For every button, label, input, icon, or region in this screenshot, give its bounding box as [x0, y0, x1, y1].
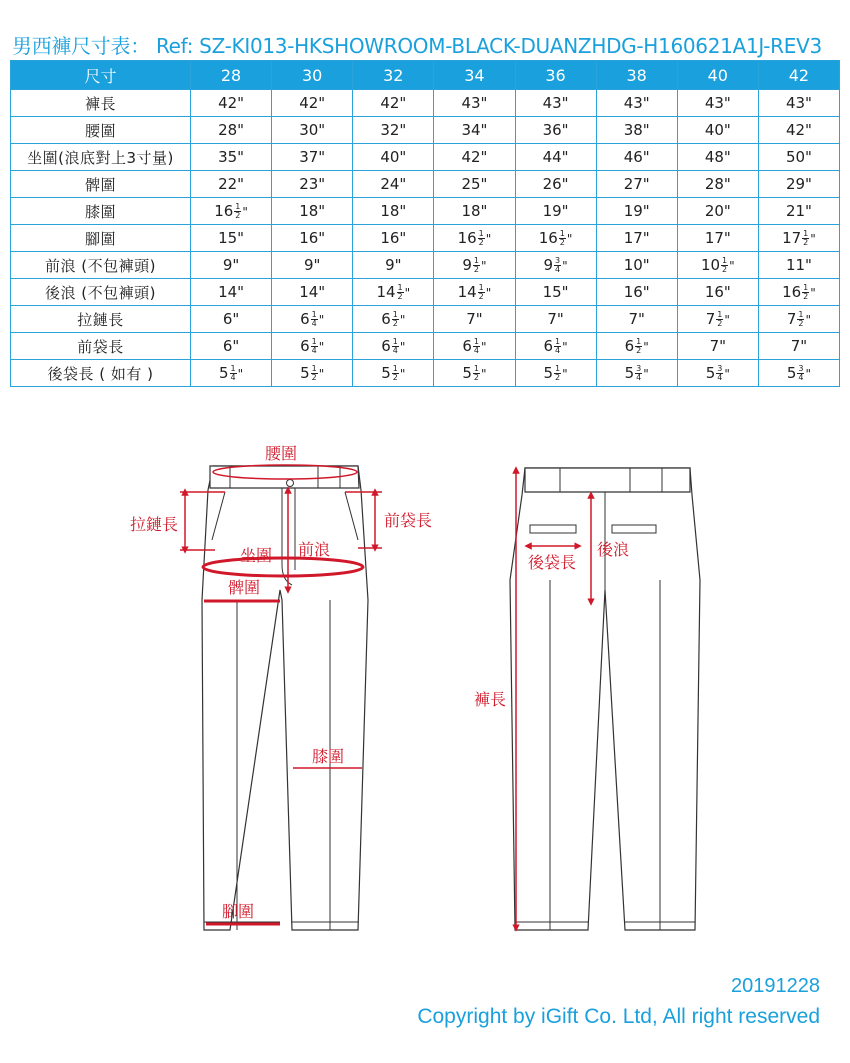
length-label: 褲長 — [474, 690, 507, 709]
row-label: 髀圍 — [11, 171, 191, 198]
size-cell: 17" — [677, 225, 758, 252]
size-cell: 17 $\frac{1}{2}$ " — [758, 225, 839, 252]
size-cell: 24" — [353, 171, 434, 198]
size-cell: 32" — [353, 117, 434, 144]
size-cell: 48" — [677, 144, 758, 171]
size-cell: 42" — [353, 90, 434, 117]
size-cell: 40" — [677, 117, 758, 144]
size-cell: 42" — [191, 90, 272, 117]
zipper-length-label: 拉鏈長 — [130, 515, 179, 534]
size-col-header: 32 — [353, 61, 434, 90]
size-cell: 6" — [191, 306, 272, 333]
size-cell: 16" — [596, 279, 677, 306]
size-cell: 14" — [191, 279, 272, 306]
size-cell: 16 $\frac{1}{2}$ " — [515, 225, 596, 252]
size-cell: 14 $\frac{1}{2}$ " — [353, 279, 434, 306]
size-cell: 14 $\frac{1}{2}$ " — [434, 279, 515, 306]
size-cell: 16 $\frac{1}{2}$ " — [191, 198, 272, 225]
size-cell: 36" — [515, 117, 596, 144]
size-cell: 43" — [434, 90, 515, 117]
row-label: 腰圍 — [11, 117, 191, 144]
size-table-row — [11, 279, 840, 306]
size-col-header: 38 — [596, 61, 677, 90]
size-cell: 50" — [758, 144, 839, 171]
size-cell: 44" — [515, 144, 596, 171]
size-cell: 6 $\frac{1}{4}$ " — [272, 306, 353, 333]
size-cell: 16" — [353, 225, 434, 252]
row-label: 前浪 (不包褲頭) — [11, 252, 191, 279]
size-cell: 17" — [596, 225, 677, 252]
size-table-row — [11, 144, 840, 171]
size-table-row — [11, 198, 840, 225]
waist-label: 腰圍 — [265, 444, 298, 463]
size-cell: 7 $\frac{1}{2}$ " — [677, 306, 758, 333]
size-cell: 27" — [596, 171, 677, 198]
size-table-row — [11, 90, 840, 117]
size-col-header: 28 — [191, 61, 272, 90]
size-cell: 9 $\frac{3}{4}$ " — [515, 252, 596, 279]
page-title: 男西褲尺寸表： Ref: SZ-KI013-HKSHOWROOM-BLACK-DUANZHDG-H160621A1J-REV3 — [12, 34, 822, 58]
date-stamp: 20191228 — [731, 975, 820, 997]
thigh-label: 髀圍 — [228, 578, 261, 597]
size-cell: 7" — [596, 306, 677, 333]
front-rise-label: 前浪 — [298, 540, 331, 559]
size-cell: 20" — [677, 198, 758, 225]
size-cell: 6" — [191, 333, 272, 360]
size-cell: 14" — [272, 279, 353, 306]
size-cell: 5 $\frac{1}{2}$ " — [272, 360, 353, 387]
size-cell: 6 $\frac{1}{2}$ " — [596, 333, 677, 360]
back-pocket-label: 後袋長 — [528, 553, 577, 572]
size-cell: 16 $\frac{1}{2}$ " — [434, 225, 515, 252]
size-cell: 22" — [191, 171, 272, 198]
size-cell: 35" — [191, 144, 272, 171]
size-cell: 6 $\frac{1}{4}$ " — [515, 333, 596, 360]
row-label: 坐圍(浪底對上3寸量) — [11, 144, 191, 171]
size-cell: 42" — [272, 90, 353, 117]
size-cell: 21" — [758, 198, 839, 225]
size-cell: 18" — [434, 198, 515, 225]
size-col-header: 36 — [515, 61, 596, 90]
size-table-row — [11, 117, 840, 144]
seat-label: 坐圍 — [240, 546, 273, 565]
pants-measurement-diagram — [0, 430, 850, 950]
size-cell: 6 $\frac{1}{4}$ " — [353, 333, 434, 360]
row-label: 拉鏈長 — [11, 306, 191, 333]
size-table — [10, 60, 840, 387]
size-cell: 7 $\frac{1}{2}$ " — [758, 306, 839, 333]
row-label: 後浪 (不包褲頭) — [11, 279, 191, 306]
row-label: 膝圍 — [11, 198, 191, 225]
copyright-text: Copyright by iGift Co. Ltd, All right reserved — [417, 1005, 820, 1028]
size-header-row — [11, 61, 840, 90]
size-cell: 10 $\frac{1}{2}$ " — [677, 252, 758, 279]
size-cell: 29" — [758, 171, 839, 198]
size-cell: 18" — [353, 198, 434, 225]
size-cell: 43" — [758, 90, 839, 117]
size-cell: 7" — [758, 333, 839, 360]
size-cell: 43" — [677, 90, 758, 117]
size-table-row — [11, 171, 840, 198]
size-cell: 25" — [434, 171, 515, 198]
size-cell: 7" — [677, 333, 758, 360]
size-cell: 9" — [191, 252, 272, 279]
size-cell: 16" — [677, 279, 758, 306]
size-cell: 7" — [515, 306, 596, 333]
size-cell: 5 $\frac{1}{4}$ " — [191, 360, 272, 387]
size-table-row — [11, 306, 840, 333]
size-cell: 40" — [353, 144, 434, 171]
size-cell: 7" — [434, 306, 515, 333]
size-cell: 18" — [272, 198, 353, 225]
size-cell: 6 $\frac{1}{2}$ " — [353, 306, 434, 333]
size-cell: 37" — [272, 144, 353, 171]
size-cell: 26" — [515, 171, 596, 198]
back-rise-label: 後浪 — [597, 540, 630, 559]
size-cell: 5 $\frac{1}{2}$ " — [434, 360, 515, 387]
size-cell: 9 $\frac{1}{2}$ " — [434, 252, 515, 279]
size-col-header: 42 — [758, 61, 839, 90]
size-cell: 9" — [272, 252, 353, 279]
size-cell: 10" — [596, 252, 677, 279]
size-col-header: 34 — [434, 61, 515, 90]
size-cell: 42" — [434, 144, 515, 171]
size-cell: 11" — [758, 252, 839, 279]
front-pants-drawing — [202, 466, 368, 930]
size-cell: 15" — [515, 279, 596, 306]
size-cell: 15" — [191, 225, 272, 252]
size-table-row — [11, 252, 840, 279]
size-cell: 46" — [596, 144, 677, 171]
size-cell: 5 $\frac{1}{2}$ " — [515, 360, 596, 387]
size-cell: 43" — [596, 90, 677, 117]
back-pants-drawing — [510, 468, 700, 930]
row-label: 前袋長 — [11, 333, 191, 360]
size-cell: 42" — [758, 117, 839, 144]
size-table-row — [11, 225, 840, 252]
size-table-body — [11, 90, 840, 387]
size-cell: 5 $\frac{3}{4}$ " — [677, 360, 758, 387]
size-cell: 38" — [596, 117, 677, 144]
row-label: 後袋長 ( 如有 ) — [11, 360, 191, 387]
size-cell: 5 $\frac{3}{4}$ " — [596, 360, 677, 387]
knee-label: 膝圍 — [312, 747, 345, 766]
size-cell: 43" — [515, 90, 596, 117]
row-label: 褲長 — [11, 90, 191, 117]
size-table-row — [11, 333, 840, 360]
size-cell: 19" — [515, 198, 596, 225]
size-table-row — [11, 360, 840, 387]
size-cell: 28" — [191, 117, 272, 144]
front-pocket-label: 前袋長 — [384, 511, 433, 530]
size-header-label: 尺寸 — [11, 61, 191, 90]
size-cell: 19" — [596, 198, 677, 225]
size-cell: 5 $\frac{1}{2}$ " — [353, 360, 434, 387]
size-cell: 34" — [434, 117, 515, 144]
hem-label: 腳圍 — [222, 902, 255, 921]
size-cell: 6 $\frac{1}{4}$ " — [434, 333, 515, 360]
size-cell: 28" — [677, 171, 758, 198]
size-col-header: 30 — [272, 61, 353, 90]
size-cell: 9" — [353, 252, 434, 279]
size-cell: 5 $\frac{3}{4}$ " — [758, 360, 839, 387]
size-cell: 16 $\frac{1}{2}$ " — [758, 279, 839, 306]
size-cell: 6 $\frac{1}{4}$ " — [272, 333, 353, 360]
row-label: 腳圍 — [11, 225, 191, 252]
size-col-header: 40 — [677, 61, 758, 90]
size-cell: 23" — [272, 171, 353, 198]
size-cell: 16" — [272, 225, 353, 252]
size-cell: 30" — [272, 117, 353, 144]
